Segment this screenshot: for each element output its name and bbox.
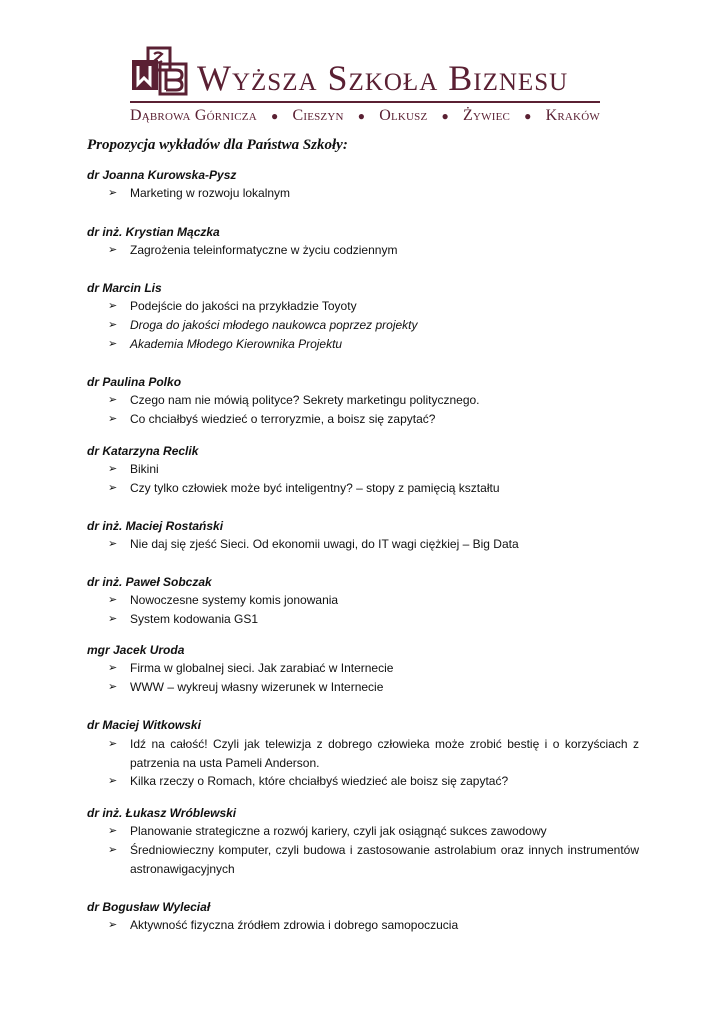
lecture-item	[108, 841, 639, 879]
lecture-title: Nowoczesne systemy komis jonowania	[130, 593, 339, 607]
arrow-bullet-icon: ➢	[108, 300, 118, 312]
arrow-bullet-icon: ➢	[108, 919, 118, 931]
arrow-bullet-icon: ➢	[108, 825, 118, 837]
lecture-title: Podejście do jakości na przykładzie Toyoty	[130, 299, 357, 313]
lecture-title: Droga do jakości młodego naukowca poprzez projekty	[130, 318, 418, 332]
arrow-bullet-icon: ➢	[108, 319, 118, 331]
wsb-logo-icon	[130, 46, 188, 98]
lecture-item	[108, 535, 639, 554]
lecture-title: WWW – wykreuj własny wizerunek w Internecie	[130, 680, 384, 694]
lecture-title: Średniowieczny komputer, czyli budowa i zastosowanie astrolabium oraz innych instrumentów astronawigacyjnych	[130, 843, 639, 876]
lecture-item	[108, 610, 639, 629]
lecturer-name: dr Bogusław Wyleciał	[87, 900, 211, 914]
lecturer-name: dr Marcin Lis	[87, 281, 162, 295]
campus-cities	[130, 106, 600, 126]
arrow-bullet-icon: ➢	[108, 482, 118, 494]
lecturer-name: dr inż. Łukasz Wróblewski	[87, 806, 237, 820]
arrow-bullet-icon: ➢	[108, 738, 118, 750]
city-name: Cieszyn	[292, 107, 344, 124]
arrow-bullet-icon: ➢	[108, 187, 118, 199]
lecture-item	[108, 297, 639, 316]
lecture-title: Co chciałbyś wiedzieć o terroryzmie, a boisz się zapytać?	[130, 412, 436, 426]
lecture-title: System kodowania GS1	[130, 612, 259, 626]
lecturer-name: mgr Jacek Uroda	[87, 643, 185, 657]
arrow-bullet-icon: ➢	[108, 463, 118, 475]
lecturer-name: dr Katarzyna Reclik	[87, 444, 199, 458]
lecture-title: Akademia Młodego Kierownika Projektu	[130, 337, 343, 351]
lecture-title: Firma w globalnej sieci. Jak zarabiać w Internecie	[130, 661, 394, 675]
lecturer-name: dr inż. Krystian Mączka	[87, 225, 220, 239]
lecture-item	[108, 316, 639, 335]
lecture-title: Kilka rzeczy o Romach, które chciałbyś wiedzieć ale boisz się zapytać?	[130, 774, 509, 788]
city-name: Żywiec	[463, 107, 511, 124]
city-name: Olkusz	[379, 107, 428, 124]
lecturer-name: dr Paulina Polko	[87, 375, 182, 389]
arrow-bullet-icon: ➢	[108, 394, 118, 406]
lecture-item	[108, 391, 639, 410]
lecture-title: Czego nam nie mówią polityce? Sekrety marketingu politycznego.	[130, 393, 480, 407]
arrow-bullet-icon: ➢	[108, 662, 118, 674]
lecture-item	[108, 916, 639, 935]
lecture-title: Aktywność fizyczna źródłem zdrowia i dobrego samopoczucia	[130, 918, 459, 932]
separator-dot-icon: ●	[270, 109, 279, 123]
arrow-bullet-icon: ➢	[108, 613, 118, 625]
lecture-item	[108, 184, 639, 203]
header-divider	[130, 101, 600, 103]
lecture-item	[108, 241, 639, 260]
arrow-bullet-icon: ➢	[108, 244, 118, 256]
lecture-item	[108, 335, 639, 354]
lecture-title: Czy tylko człowiek może być inteligentny? – stopy z pamięcią kształtu	[130, 481, 500, 495]
arrow-bullet-icon: ➢	[108, 338, 118, 350]
lecturer-name: dr inż. Paweł Sobczak	[87, 575, 212, 589]
arrow-bullet-icon: ➢	[108, 681, 118, 693]
lecture-item	[108, 822, 639, 841]
separator-dot-icon: ●	[357, 109, 366, 123]
separator-dot-icon: ●	[524, 109, 532, 123]
lecture-title: Nie daj się zjeść Sieci. Od ekonomii uwagi, do IT wagi ciężkiej – Big Data	[130, 537, 519, 551]
lecture-item	[108, 479, 639, 498]
arrow-bullet-icon: ➢	[108, 594, 118, 606]
lecture-item	[108, 678, 639, 697]
arrow-bullet-icon: ➢	[108, 413, 118, 425]
arrow-bullet-icon: ➢	[108, 844, 118, 856]
lecture-item	[108, 659, 639, 678]
city-name: Dąbrowa Górnicza	[130, 107, 257, 124]
letterhead	[0, 0, 725, 130]
lecture-item	[108, 591, 639, 610]
arrow-bullet-icon: ➢	[108, 775, 118, 787]
lecture-item	[108, 772, 639, 791]
lecturer-name: dr inż. Maciej Rostański	[87, 519, 224, 533]
arrow-bullet-icon: ➢	[108, 538, 118, 550]
lecture-title: Marketing w rozwoju lokalnym	[130, 186, 291, 200]
lecture-title: Bikini	[130, 462, 159, 476]
lecture-item	[108, 460, 639, 479]
lecture-item	[108, 735, 639, 773]
lecture-title: Planowanie strategiczne a rozwój kariery, czyli jak osiągnąć sukces zawodowy	[130, 824, 547, 838]
page-title: Propozycja wykładów dla Państwa Szkoły:	[87, 137, 348, 153]
separator-dot-icon: ●	[441, 109, 449, 123]
lecturer-name: dr Maciej Witkowski	[87, 718, 201, 732]
school-name: Wyższa Szkoła Biznesu	[197, 58, 569, 98]
lecture-item	[108, 410, 639, 429]
city-name: Kraków	[545, 107, 600, 124]
lecture-title: Idź na całość! Czyli jak telewizja z dobrego człowieka może zrobić bestię i o korzyściach z patrzenia na usta Pameli Anderson.	[130, 737, 639, 770]
lecture-title: Zagrożenia teleinformatyczne w życiu codziennym	[130, 243, 398, 257]
lecturer-name: dr Joanna Kurowska-Pysz	[87, 168, 237, 182]
